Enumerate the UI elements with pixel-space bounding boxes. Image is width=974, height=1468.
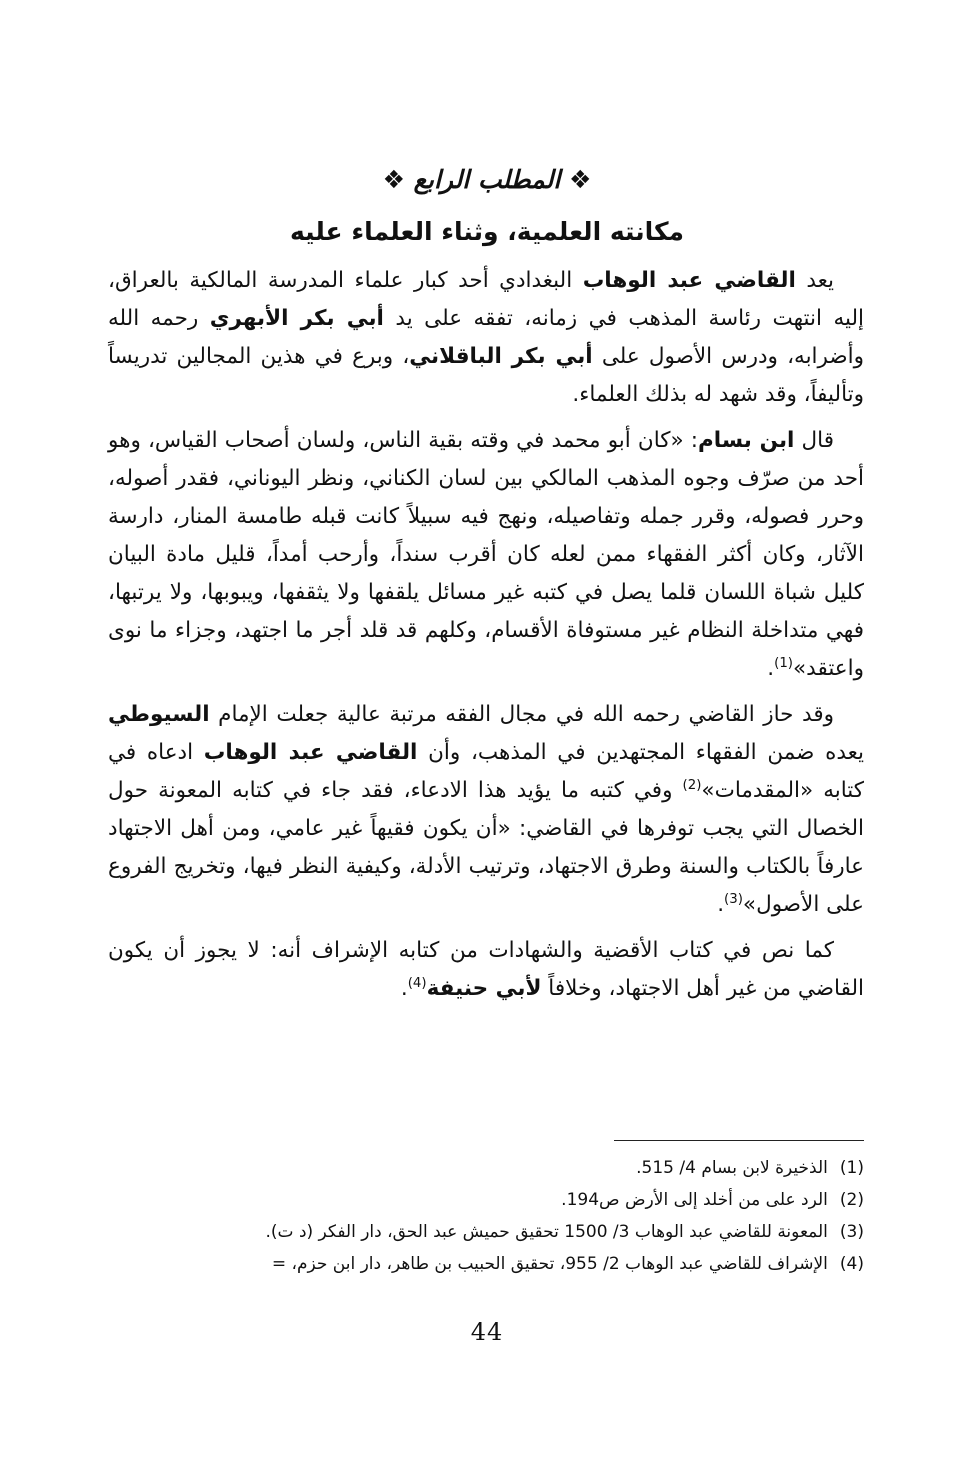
text-run: ادعاه في كتابه «المقدمات»: [108, 740, 864, 803]
chapter-heading: مكانته العلمية، وثناء العلماء عليه: [289, 217, 685, 246]
footnote-text: الرد على من أخلد إلى الأرض ص194.: [561, 1190, 828, 1210]
footnote-separator: [614, 1140, 864, 1141]
footnote-text: المعونة للقاضي عبد الوهاب 3/ 1500 تحقيق حميش عبد الحق، دار الفكر (د ت).: [265, 1222, 828, 1242]
text-run: وقد حاز القاضي رحمه الله في مجال الفقه مرتبة عالية جعلت الإمام: [209, 702, 834, 727]
name-emphasis: أبي بكر الأبهري: [209, 306, 384, 331]
text-run: .: [717, 892, 725, 917]
footnote-2: [108, 1184, 864, 1216]
text-run: رحمه الله وأضرابه، ودرس الأصول على: [108, 306, 864, 369]
footnote-text: الذخيرة لابن بسام 4/ 515.: [636, 1158, 828, 1178]
footnote-ref[interactable]: (2): [682, 777, 702, 793]
text-run: .: [767, 656, 775, 681]
text-run: .: [400, 976, 408, 1001]
name-emphasis: أبي بكر الباقلاني: [409, 344, 593, 369]
name-emphasis: القاضي عبد الوهاب: [203, 740, 418, 765]
footnotes: [108, 1152, 864, 1280]
text-run: يعده ضمن الفقهاء المجتهدين في المذهب، وأن: [417, 740, 864, 765]
footnote-1: [108, 1152, 864, 1184]
paragraph-2: [108, 422, 864, 688]
footnote-3: [108, 1216, 864, 1248]
text-run: يعد: [795, 268, 834, 293]
name-emphasis: السيوطي: [108, 702, 210, 727]
paragraph-1: [108, 262, 864, 414]
footnote-number: (3): [839, 1222, 864, 1242]
footnote-4: [108, 1248, 864, 1280]
footnote-number: (4): [839, 1254, 864, 1274]
text-run: قال: [794, 428, 834, 453]
footnote-ref[interactable]: (3): [724, 891, 743, 907]
footnote-ref[interactable]: (1): [774, 655, 793, 671]
footnote-number: (1): [839, 1158, 864, 1178]
name-emphasis: القاضي عبد الوهاب: [582, 268, 796, 293]
paragraph-3: [108, 696, 864, 924]
text-run: البغدادي أحد كبار علماء المدرسة المالكية بالعراق، إليه انتهت رئاسة المذهب في زمانه، تفقه على يد: [108, 268, 864, 331]
footnote-number: (2): [839, 1190, 864, 1210]
footnote-ref[interactable]: (4): [407, 975, 427, 991]
body-text: [108, 262, 864, 1016]
paragraph-4: [108, 932, 864, 1008]
text-run: وفي كتبه ما يؤيد هذا الادعاء، فقد جاء في كتابه المعونة حول الخصال التي يجب توفرها في القاضي: «أن يكون فقيهاً غير عامي، ومن أهل الاجتهاد عارفاً بالكتاب والسنة وطرق الاجتهاد، وترتيب الأدلة، وكيفية النظر فيها، وتخريج الفروع على الأصول»: [108, 778, 864, 917]
text-run: : «كان أبو محمد في وقته بقية الناس، ولسان أصحاب القياس، وهو أحد من صرّف وجوه المذهب المالكي بين لسان الكناني، ونظر اليوناني، فقدر أصوله، وحرر فصوله، وقرر جمله وتفاصيله، ونهج فيه سبيلاً كانت قبله طامسة المنار، دارسة الآثار، وكان أكثر الفقهاء ممن لعله كان أقرب سنداً، وأرحب أمداً، قليل مادة البيان كليل شباة اللسان قلما يصل في كتبه غير مسائل يلقفها ولا يثقفها، ويبوبها، ولا يرتبها، فهي متداخلة النظام غير مستوفاة الأقسام، وكلهم قد قلد أجر ما اجتهد، وجزاء ما نوى واعتقد»: [108, 428, 864, 681]
text-run: كما نص في كتاب الأقضية والشهادات من كتابه الإشراف أنه: لا يجوز أن يكون القاضي من غير أهل الاجتهاد، وخلافاً: [108, 938, 864, 1001]
name-emphasis: ابن بسام: [698, 428, 795, 453]
text-run: ، وبرع في هذين المجالين تدريساً وتأليفاً، وقد شهد له بذلك العلماء.: [108, 344, 864, 407]
footnote-text: الإشراف للقاضي عبد الوهاب 2/ 955، تحقيق الحبيب بن طاهر، دار ابن حزم، =: [271, 1254, 828, 1274]
page-number: 44: [470, 1318, 504, 1346]
section-title: ❖ المطلب الرابع ❖: [382, 165, 592, 194]
name-emphasis: لأبي حنيفة: [426, 976, 542, 1001]
